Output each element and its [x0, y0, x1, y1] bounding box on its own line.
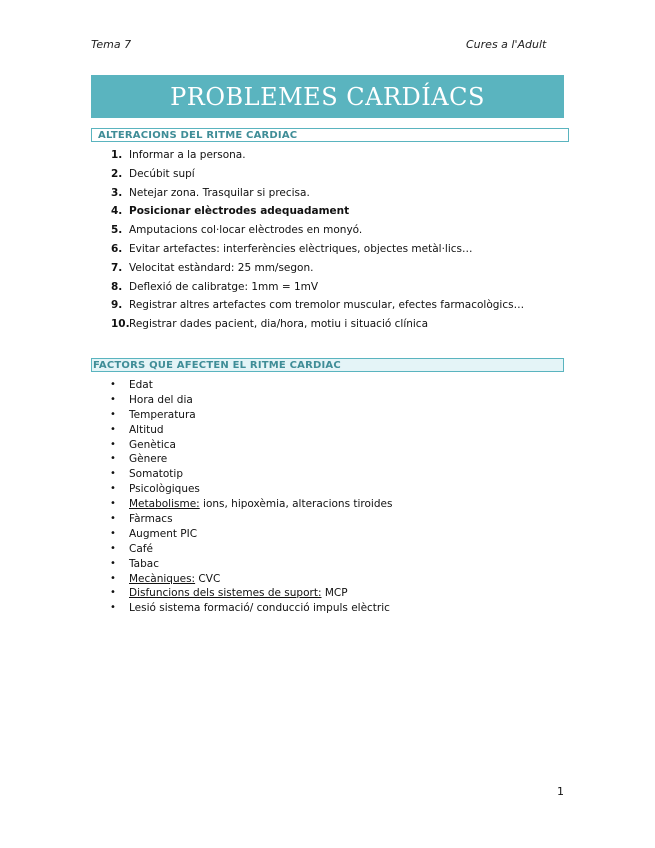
item-text: Hora del dia — [129, 393, 193, 406]
list-item — [91, 146, 564, 165]
factors-list — [91, 378, 564, 616]
list-item — [91, 542, 564, 557]
item-text: Psicològiques — [129, 483, 200, 496]
list-item — [91, 296, 564, 315]
title-banner — [91, 75, 564, 118]
item-number: 9. — [111, 299, 123, 312]
list-item — [91, 315, 564, 334]
item-number: 4. — [111, 205, 123, 218]
item-text: Temperatura — [129, 408, 196, 421]
item-number: 2. — [111, 167, 123, 180]
list-item — [91, 165, 564, 184]
bullet-icon: • — [110, 587, 116, 599]
section-heading-factors: FACTORS QUE AFECTEN EL RITME CARDIAC — [91, 358, 564, 372]
bullet-icon: • — [110, 379, 116, 390]
item-text: Deflexió de calibratge: 1mm = 1mV — [129, 280, 319, 293]
bullet-icon: • — [110, 498, 116, 510]
item-text: Altitud — [129, 423, 164, 436]
item-number: 8. — [111, 280, 123, 293]
item-text: Fàrmacs — [129, 513, 173, 526]
bullet-icon: • — [110, 468, 116, 480]
list-item — [91, 482, 564, 497]
list-item — [91, 438, 564, 453]
bullet-icon: • — [110, 557, 116, 569]
list-item — [91, 184, 564, 203]
item-label: Disfuncions dels sistemes de suport: — [129, 587, 322, 600]
list-item — [91, 221, 564, 240]
list-item — [91, 452, 564, 467]
item-label: Metabolisme: — [129, 498, 200, 511]
list-item — [91, 572, 564, 587]
item-text: Café — [129, 542, 153, 555]
list-item — [91, 259, 564, 278]
bullet-icon: • — [110, 393, 116, 405]
list-item — [91, 393, 564, 408]
bullet-icon: • — [110, 453, 116, 465]
item-text: Lesió sistema formació/ conducció impuls elèctric — [129, 602, 390, 615]
item-text: Netejar zona. Trasquilar si precisa. — [129, 186, 310, 199]
list-item — [91, 278, 564, 297]
bullet-icon: • — [110, 438, 116, 450]
bullet-icon: • — [110, 572, 116, 584]
item-text: Decúbit supí — [129, 167, 195, 180]
bullet-icon: • — [110, 602, 116, 614]
item-text: ions, hipoxèmia, alteracions tiroides — [199, 498, 393, 511]
list-item — [91, 497, 564, 512]
list-item — [91, 378, 564, 393]
list-item — [91, 423, 564, 438]
item-number: 6. — [111, 242, 123, 255]
item-text: Registrar dades pacient, dia/hora, motiu i situació clínica — [129, 318, 429, 331]
list-item — [91, 557, 564, 572]
list-item — [91, 601, 564, 616]
item-text: Somatotip — [129, 468, 183, 481]
item-number: 10. — [111, 318, 130, 331]
item-text: Amputacions col·locar elèctrodes en monyó. — [129, 224, 363, 237]
item-number: 1. — [111, 149, 123, 161]
bullet-icon: • — [110, 542, 116, 554]
page-title: PROBLEMES CARDÍACS — [170, 82, 485, 111]
item-text: Posicionar elèctrodes adequadament — [129, 205, 350, 218]
item-text: Gènere — [129, 453, 168, 466]
item-text: Augment PIC — [129, 527, 198, 540]
item-text: Informar a la persona. — [129, 149, 246, 161]
item-number: 3. — [111, 186, 123, 199]
list-item — [91, 408, 564, 423]
item-number: 7. — [111, 261, 123, 274]
item-text: MCP — [321, 587, 348, 600]
item-text: Registrar altres artefactes com tremolor muscular, efectes farmacològics… — [129, 299, 525, 312]
bullet-icon: • — [110, 527, 116, 539]
list-item — [91, 240, 564, 259]
page-number: 1 — [557, 785, 564, 798]
list-item — [91, 512, 564, 527]
section-heading-alteracions: ALTERACIONS DEL RITME CARDIAC — [91, 128, 569, 142]
steps-list — [91, 146, 564, 334]
bullet-icon: • — [110, 423, 116, 435]
header-left: Tema 7 — [91, 38, 132, 51]
item-text: Evitar artefactes: interferències elèctriques, objectes metàl·lics… — [129, 242, 473, 255]
bullet-icon: • — [110, 513, 116, 525]
item-text: Edat — [129, 379, 153, 391]
item-text: CVC — [195, 572, 221, 585]
bullet-icon: • — [110, 408, 116, 420]
item-label: Mecàniques: — [129, 572, 196, 585]
header-right: Cures a l'Adult — [466, 38, 547, 51]
bullet-icon: • — [110, 483, 116, 495]
list-item — [91, 586, 564, 601]
item-number: 5. — [111, 224, 123, 237]
list-item — [91, 527, 564, 542]
item-text: Genètica — [129, 438, 176, 451]
item-text: Tabac — [129, 557, 159, 570]
list-item — [91, 467, 564, 482]
list-item — [91, 202, 564, 221]
item-text: Velocitat estàndard: 25 mm/segon. — [129, 261, 314, 274]
